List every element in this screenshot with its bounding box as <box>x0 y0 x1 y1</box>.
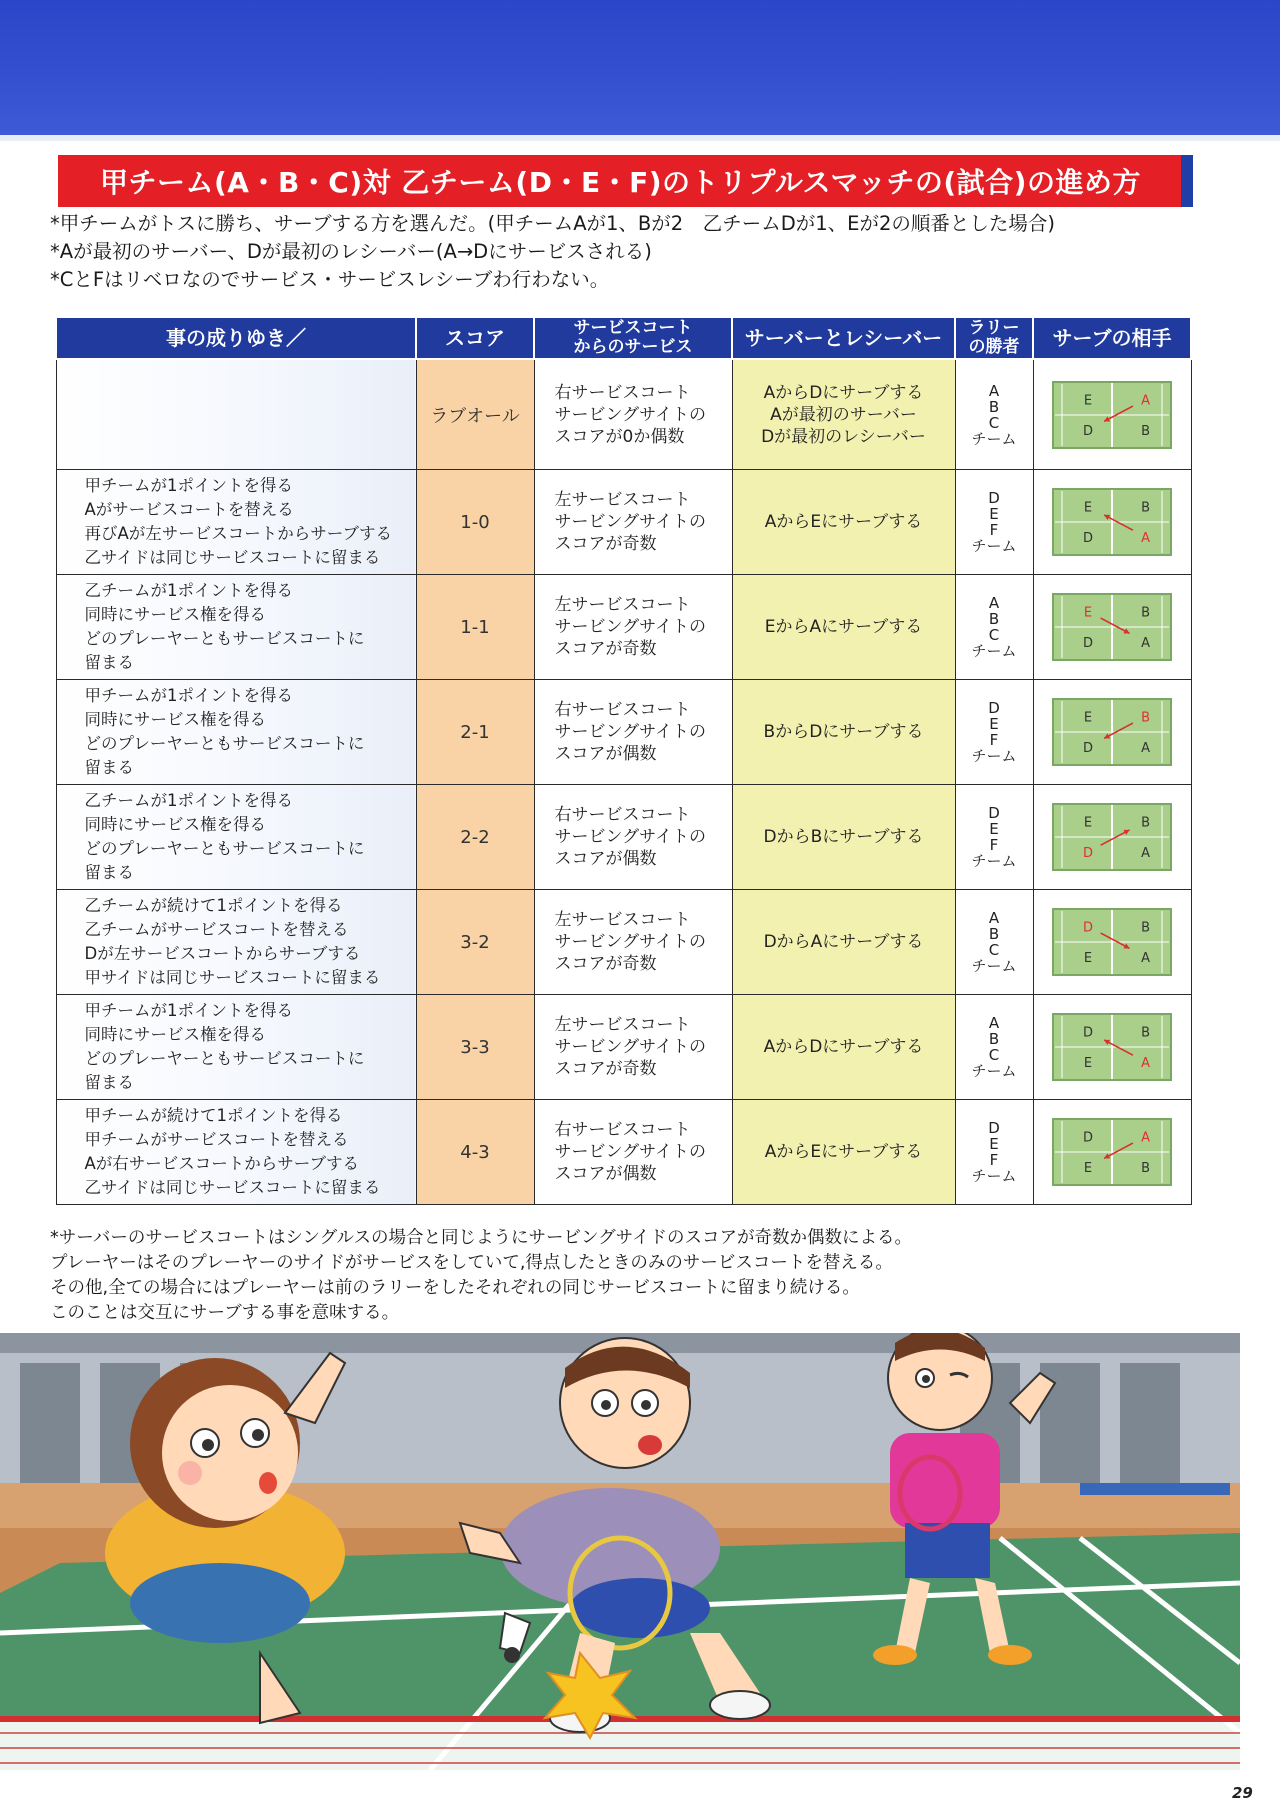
service-court-cell-line: 左サービスコート <box>554 1015 691 1035</box>
table-row <box>56 995 1191 1100</box>
story-cell <box>56 1100 416 1205</box>
service-court-cell-line: スコアが奇数 <box>554 954 657 974</box>
court-diagram <box>1052 488 1172 556</box>
story-cell-line: 乙サイドは同じサービスコートに留まる <box>84 1178 381 1197</box>
serve-opponent-cell <box>1033 1100 1191 1205</box>
rally-winner-cell-line: C <box>988 413 1000 432</box>
intro-note: *甲チームがトスに勝ち、サーブする方を選んだ。(甲チームAが1、Bが2 乙チームDが1、Eが2の順番とした場合) <box>50 212 1055 235</box>
court-diagram-player-label: D <box>1082 920 1094 936</box>
court-diagram-player-label: D <box>1082 1130 1094 1146</box>
table-row <box>56 470 1191 575</box>
story-cell-line: 留まる <box>84 863 134 882</box>
rally-winner-cell-line: F <box>989 731 999 749</box>
table-row <box>56 785 1191 890</box>
service-court-cell <box>534 359 732 470</box>
score-cell: 4-3 <box>416 1100 534 1205</box>
court-diagram <box>1052 381 1172 449</box>
story-cell-line: 乙チームがサービスコートを替える <box>84 920 349 939</box>
story-cell-line: 甲チームが1ポイントを得る <box>84 686 293 705</box>
service-court-cell-line: サービングサイトの <box>554 512 706 532</box>
table-row <box>56 680 1191 785</box>
story-cell-line: どのプレーヤーともサービスコートに <box>84 839 365 858</box>
story-cell-line: どのプレーヤーともサービスコートに <box>84 629 365 648</box>
rally-winner-cell-line: A <box>988 909 1000 927</box>
service-court-cell <box>534 680 732 785</box>
rally-winner-cell <box>955 1100 1033 1205</box>
court-diagram-player-label: B <box>1141 1025 1151 1041</box>
service-court-cell-line: スコアが偶数 <box>554 1164 657 1184</box>
court-diagram-player-label: E <box>1083 500 1093 516</box>
story-cell-line: 甲チームが1ポイントを得る <box>84 476 293 495</box>
service-court-cell <box>534 470 732 575</box>
server-receiver-cell-line: BからDにサーブする <box>763 722 924 742</box>
story-cell-line: 甲チームが1ポイントを得る <box>84 1001 293 1020</box>
net <box>0 1716 1240 1770</box>
badminton-cartoon-illustration <box>0 1333 1240 1770</box>
service-court-cell-line: スコアが0か偶数 <box>554 426 685 447</box>
header-rally-winner <box>955 317 1033 359</box>
rally-winner-cell <box>955 680 1033 785</box>
serve-opponent-cell <box>1033 785 1191 890</box>
rally-winner-cell-line: E <box>989 1135 999 1153</box>
court-diagram-player-label: D <box>1082 530 1094 546</box>
header-rally-winner-line2: の勝者 <box>968 337 1020 357</box>
server-receiver-cell-line: DからAにサーブする <box>763 932 924 952</box>
story-cell-line: Dが左サービスコートからサーブする <box>84 944 361 963</box>
story-cell-line: 同時にサービス権を得る <box>84 710 266 729</box>
court-diagram-player-label: D <box>1082 1025 1094 1041</box>
service-court-cell-line: スコアが奇数 <box>554 534 657 554</box>
story-cell <box>56 995 416 1100</box>
header-rally-winner-line1: ラリー <box>968 318 1020 338</box>
court-diagram <box>1052 803 1172 871</box>
rally-winner-cell-line: チーム <box>971 852 1017 870</box>
rally-winner-cell-line: チーム <box>971 1062 1017 1080</box>
service-court-cell-line: スコアが偶数 <box>554 849 657 869</box>
court-diagram-player-label: B <box>1141 1160 1151 1176</box>
service-court-cell-line: サービングサイトの <box>554 1142 706 1162</box>
rally-winner-cell-line: B <box>988 925 1000 943</box>
service-court-cell-line: 右サービスコート <box>554 1120 691 1140</box>
court-diagram-player-label: B <box>1141 815 1151 831</box>
intro-notes <box>50 210 1250 294</box>
service-court-cell-line: 左サービスコート <box>554 595 691 615</box>
story-cell <box>56 359 416 470</box>
court-diagram-player-label: E <box>1083 1160 1093 1176</box>
score-cell: 2-2 <box>416 785 534 890</box>
court-diagram-player-label: E <box>1083 815 1093 831</box>
court-diagram-player-label: D <box>1082 740 1094 756</box>
court-diagram-player-label: A <box>1141 1055 1151 1071</box>
server-receiver-cell-line: DからBにサーブする <box>763 827 924 847</box>
header-story: 事の成りゆき／ <box>56 317 416 359</box>
court-diagram <box>1052 698 1172 766</box>
court-diagram-player-label: E <box>1083 710 1093 726</box>
court-diagram-player-label: B <box>1141 920 1151 936</box>
table-row <box>56 359 1191 470</box>
rally-winner-cell-line: D <box>988 804 1000 822</box>
story-cell-line: 乙チームが続けて1ポイントを得る <box>84 896 343 915</box>
story-cell-line: Aがサービスコートを替える <box>84 500 294 519</box>
service-court-cell-line: 右サービスコート <box>554 805 691 825</box>
bench <box>1080 1483 1230 1495</box>
intro-note: *CとFはリベロなのでサービス・サービスレシーブわ行わない。 <box>50 268 610 291</box>
court-diagram-player-label: A <box>1141 950 1151 966</box>
server-receiver-cell-line: AからEにサーブする <box>764 1142 923 1162</box>
rally-winner-cell-line: E <box>989 715 999 733</box>
service-court-cell-line: サービングサイトの <box>554 827 706 847</box>
server-receiver-cell-line: AからDにサーブする <box>763 1037 924 1057</box>
rally-winner-cell-line: D <box>988 699 1000 717</box>
story-cell-line: 同時にサービス権を得る <box>84 605 266 624</box>
rally-winner-cell-line: チーム <box>971 429 1017 448</box>
serve-opponent-cell <box>1033 359 1191 470</box>
server-receiver-cell <box>732 995 955 1100</box>
court-diagram <box>1052 908 1172 976</box>
bottom-note: *サーバーのサービスコートはシングルスの場合と同じようにサービングサイドのスコアが奇数か偶数による。 <box>50 1228 912 1248</box>
rally-winner-cell-line: A <box>988 1014 1000 1032</box>
score-cell: 2-1 <box>416 680 534 785</box>
score-cell: ラブオール <box>416 359 534 470</box>
header-serve-opponent: サーブの相手 <box>1033 317 1191 359</box>
match-flow-table <box>55 316 1192 1205</box>
court-diagram-player-label: D <box>1082 845 1094 861</box>
rally-winner-cell-line: C <box>988 1046 1000 1064</box>
story-cell-line: 同時にサービス権を得る <box>84 815 266 834</box>
bottom-note: このことは交互にサーブする事を意味する。 <box>50 1303 400 1323</box>
court-diagram-player-label: D <box>1082 635 1094 651</box>
service-court-cell-line: スコアが奇数 <box>554 1059 657 1079</box>
serve-opponent-cell <box>1033 470 1191 575</box>
court-diagram-player-label: A <box>1141 740 1151 756</box>
rally-winner-cell-line: D <box>988 1119 1000 1137</box>
court-diagram-player-label: E <box>1083 950 1093 966</box>
rally-winner-cell-line: C <box>988 941 1000 959</box>
score-cell: 1-0 <box>416 470 534 575</box>
story-cell <box>56 470 416 575</box>
rally-winner-cell-line: チーム <box>971 642 1017 660</box>
story-cell-line: Aが右サービスコートからサーブする <box>84 1154 359 1173</box>
story-cell-line: 甲サイドは同じサービスコートに留まる <box>84 968 381 987</box>
rally-winner-cell-line: B <box>988 610 1000 628</box>
story-cell <box>56 890 416 995</box>
court-diagram-player-label: A <box>1141 392 1151 408</box>
rally-winner-cell <box>955 995 1033 1100</box>
rally-winner-cell-line: チーム <box>971 747 1017 765</box>
table-row <box>56 890 1191 995</box>
rally-winner-cell-line: E <box>989 505 999 523</box>
server-receiver-cell <box>732 359 955 470</box>
server-receiver-cell <box>732 680 955 785</box>
court-diagram-player-label: D <box>1082 423 1094 439</box>
cartoon-scene <box>0 1333 1240 1770</box>
top-band-divider <box>0 135 1280 141</box>
story-cell-line: どのプレーヤーともサービスコートに <box>84 1049 365 1068</box>
rally-winner-cell-line: F <box>989 1151 999 1169</box>
rally-winner-cell-line: D <box>988 489 1000 507</box>
story-cell-line: 再びAが左サービスコートからサーブする <box>84 524 392 543</box>
rally-winner-cell-line: A <box>988 381 1000 400</box>
page-number: 29 <box>1232 1784 1253 1802</box>
court-diagram-player-label: B <box>1141 423 1151 439</box>
rally-winner-cell <box>955 470 1033 575</box>
bottom-note: プレーヤーはそのプレーヤーのサイドがサービスをしていて,得点したときのみのサービスコートを替える。 <box>50 1253 893 1273</box>
score-cell: 3-3 <box>416 995 534 1100</box>
service-court-cell-line: サービングサイトの <box>554 617 706 637</box>
story-cell-line: 乙チームが1ポイントを得る <box>84 791 293 810</box>
top-color-band <box>0 0 1280 135</box>
service-court-cell-line: スコアが偶数 <box>554 744 657 764</box>
rally-winner-cell <box>955 359 1033 470</box>
story-cell-line: 同時にサービス権を得る <box>84 1025 266 1044</box>
rally-winner-cell-line: C <box>988 626 1000 644</box>
service-court-cell <box>534 995 732 1100</box>
serve-opponent-cell <box>1033 680 1191 785</box>
court-diagram-player-label: E <box>1083 392 1093 408</box>
rally-winner-cell-line: F <box>989 836 999 854</box>
story-cell-line: どのプレーヤーともサービスコートに <box>84 734 365 753</box>
header-service-court-line1: サービスコート <box>573 318 693 338</box>
service-court-cell-line: サービングサイトの <box>554 1037 706 1057</box>
server-receiver-cell-line: EからAにサーブする <box>764 617 923 637</box>
server-receiver-cell <box>732 890 955 995</box>
server-receiver-cell-line: Aが最初のサーバー <box>770 404 917 425</box>
rally-winner-cell-line: B <box>988 397 1000 416</box>
service-court-cell <box>534 1100 732 1205</box>
bottom-note: その他,全ての場合にはプレーヤーは前のラリーをしたそれぞれの同じサービスコートに留まり続ける。 <box>50 1278 860 1298</box>
service-court-cell-line: サービングサイトの <box>554 404 706 425</box>
court-diagram <box>1052 1118 1172 1186</box>
court-diagram <box>1052 593 1172 661</box>
rally-winner-cell-line: チーム <box>971 537 1017 555</box>
rally-winner-cell-line: B <box>988 1030 1000 1048</box>
court-diagram-player-label: B <box>1141 710 1151 726</box>
server-receiver-cell <box>732 1100 955 1205</box>
serve-opponent-cell <box>1033 575 1191 680</box>
rally-winner-cell-line: F <box>989 521 999 539</box>
service-court-cell <box>534 890 732 995</box>
court-diagram <box>1052 1013 1172 1081</box>
story-cell-line: 甲チームが続けて1ポイントを得る <box>84 1106 343 1125</box>
service-court-cell-line: 右サービスコート <box>554 700 691 720</box>
server-receiver-cell <box>732 575 955 680</box>
bottom-notes <box>50 1226 1250 1326</box>
service-court-cell-line: サービングサイトの <box>554 722 706 742</box>
rally-winner-cell-line: A <box>988 594 1000 612</box>
rally-winner-cell <box>955 785 1033 890</box>
court-diagram-player-label: A <box>1141 1130 1151 1146</box>
serve-opponent-cell <box>1033 995 1191 1100</box>
intro-note: *Aが最初のサーバー、Dが最初のレシーバー(A→Dにサービスされる) <box>50 240 652 263</box>
rally-winner-cell-line: チーム <box>971 957 1017 975</box>
header-service-court-line2: からのサービス <box>573 337 693 357</box>
header-server-receiver: サーバーとレシーバー <box>732 317 955 359</box>
story-cell-line: 留まる <box>84 653 134 672</box>
header-service-court <box>534 317 732 359</box>
story-cell <box>56 785 416 890</box>
table-header-row <box>56 317 1191 359</box>
server-receiver-cell <box>732 470 955 575</box>
service-court-cell-line: 右サービスコート <box>554 382 691 403</box>
service-court-cell <box>534 785 732 890</box>
rally-winner-cell-line: E <box>989 820 999 838</box>
story-cell-line: 甲チームがサービスコートを替える <box>84 1130 349 1149</box>
court-diagram-player-label: B <box>1141 605 1151 621</box>
service-court-cell-line: スコアが奇数 <box>554 639 657 659</box>
story-cell <box>56 680 416 785</box>
server-receiver-cell-line: AからEにサーブする <box>764 512 923 532</box>
rally-winner-cell <box>955 890 1033 995</box>
score-cell: 1-1 <box>416 575 534 680</box>
page-title: 甲チーム(A・B・C)対 乙チーム(D・E・F)のトリプルスマッチの(試合)の進め方 <box>58 155 1193 207</box>
court-diagram-player-label: B <box>1141 500 1151 516</box>
story-cell-line: 留まる <box>84 758 134 777</box>
serve-opponent-cell <box>1033 890 1191 995</box>
server-receiver-cell-line: AからDにサーブする <box>763 382 924 403</box>
table-row <box>56 1100 1191 1205</box>
score-cell: 3-2 <box>416 890 534 995</box>
story-cell-line: 乙チームが1ポイントを得る <box>84 581 293 600</box>
service-court-cell-line: 左サービスコート <box>554 490 691 510</box>
table-row <box>56 575 1191 680</box>
rally-winner-cell-line: チーム <box>971 1167 1017 1185</box>
court-diagram-player-label: E <box>1083 1055 1093 1071</box>
court-diagram-player-label: A <box>1141 845 1151 861</box>
court-diagram-player-label: E <box>1083 605 1093 621</box>
header-score: スコア <box>416 317 534 359</box>
service-court-cell <box>534 575 732 680</box>
story-cell-line: 乙サイドは同じサービスコートに留まる <box>84 548 381 567</box>
service-court-cell-line: 左サービスコート <box>554 910 691 930</box>
rally-winner-cell <box>955 575 1033 680</box>
court-diagram-player-label: A <box>1141 530 1151 546</box>
server-receiver-cell <box>732 785 955 890</box>
story-cell <box>56 575 416 680</box>
server-receiver-cell-line: Dが最初のレシーバー <box>761 426 926 447</box>
story-cell-line: 留まる <box>84 1073 134 1092</box>
court-diagram-player-label: A <box>1141 635 1151 651</box>
service-court-cell-line: サービングサイトの <box>554 932 706 952</box>
